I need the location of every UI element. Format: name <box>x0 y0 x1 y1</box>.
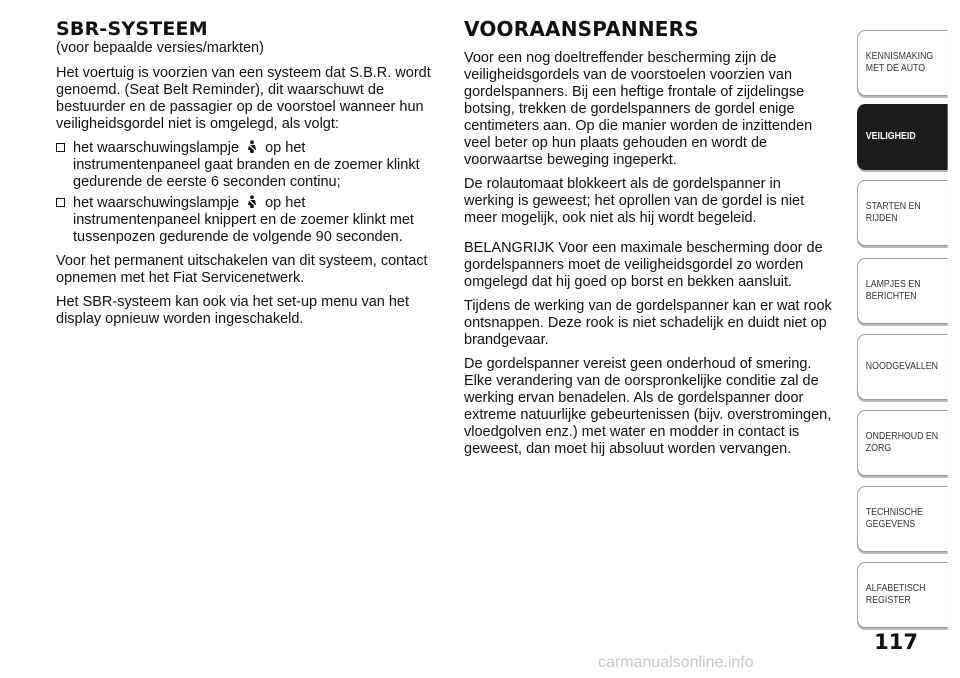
tab-starten-en-rijden[interactable] <box>857 180 948 246</box>
bullet-text-after: op het instrumentenpaneel knippert en de zoemer klinkt met tussenpozen gedurende de volgende 90 seconden. <box>73 195 414 245</box>
chapter-tab-bar <box>857 0 960 678</box>
sbr-reenable-paragraph: Het SBR-systeem kan ook via het set-up menu van het display opnieuw worden ingeschakeld. <box>56 294 410 327</box>
sbr-bullet-list <box>56 140 434 246</box>
tab-label-line1: ALFABETISCH <box>865 583 926 594</box>
tab-kennismaking[interactable] <box>857 30 948 96</box>
tab-technische-gegevens[interactable] <box>857 486 948 552</box>
tab-label-line2: GEGEVENS <box>865 519 916 530</box>
left-column <box>56 18 434 335</box>
pretensioner-paragraph-5: De gordelspanner vereist geen onderhoud of smering. Elke verandering van de oorspronkelijke conditie zal de werking ervan benadelen. Als de gordelspanner door extreme natuurlijke gebeurtenissen (bijv. overstromingen, vloedgolven enz.) met water en modder in contact is geweest, dan moet hij absoluut worden vervangen. <box>464 356 832 457</box>
tab-label-line1: NOODGEVALLEN <box>865 361 939 372</box>
tab-label-line2: MET DE AUTO <box>865 63 926 74</box>
tab-veiligheid[interactable] <box>857 104 948 170</box>
checkbox-bullet-icon <box>56 143 65 152</box>
bullet-text-before: het waarschuwingslampje <box>73 140 240 156</box>
tab-onderhoud-en-zorg[interactable] <box>857 410 948 476</box>
seatbelt-warning-icon <box>245 195 259 209</box>
sbr-heading: SBR-SYSTEEM <box>56 18 208 40</box>
tab-noodgevallen[interactable] <box>857 334 948 400</box>
tab-label-line1: ONDERHOUD EN <box>865 431 939 442</box>
tab-lampjes-en-berichten[interactable] <box>857 258 948 324</box>
tab-label-line1: KENNISMAKING <box>865 51 934 62</box>
list-item <box>56 140 434 191</box>
sbr-disable-paragraph: Voor het permanent uitschakelen van dit systeem, contact opnemen met het Fiat Servicenetwerk. <box>56 253 428 286</box>
tab-label-line1: STARTEN EN RIJDEN <box>865 201 921 224</box>
watermark-text: carmanualsonline.info <box>598 654 754 671</box>
seatbelt-warning-icon <box>245 140 259 154</box>
pretensioner-paragraph-2: De rolautomaat blokkeert als de gordelspanner in werking is geweest; het oprollen van de gordel is niet meer mogelijk, ook niet als hij wordt begeleid. <box>464 176 805 226</box>
tab-label-line1: TECHNISCHE <box>865 507 924 518</box>
list-item <box>56 195 434 246</box>
sbr-intro: Het voertuig is voorzien van een systeem dat S.B.R. wordt genoemd. (Seat Belt Reminder), dit waarschuwt de bestuurder en de passagier op de voorstoel wanneer hun veiligheidsgordel niet is omgelegd, als volgt: <box>56 65 431 132</box>
pretensioner-paragraph-4: Tijdens de werking van de gordelspanner kan er wat rook ontsnappen. Deze rook is niet schadelijk en duidt niet op brandgevaar. <box>464 298 832 348</box>
tab-alfabetisch-register[interactable] <box>857 562 948 628</box>
bullet-text-after: op het instrumentenpaneel gaat branden en de zoemer klinkt gedurende de eerste 6 seconden continu; <box>73 140 420 190</box>
pretensioner-paragraph-1: Voor een nog doeltreffender bescherming zijn de veiligheidsgordels van de voorstoelen voorzien van gordelspanners. Bij een heftige frontale of zijdelingse botsing, trekken de gordelspanners de gordel enige centimeters aan. Op die manier worden de inzittenden veel beter op hun plaats gehouden en wordt de voorwaartse beweging ingeperkt. <box>464 50 813 168</box>
right-column <box>464 18 834 465</box>
sbr-subtitle: (voor bepaalde versies/markten) <box>56 40 264 56</box>
tab-label-line2: BERICHTEN <box>865 291 917 302</box>
page-number: 117 <box>874 630 918 654</box>
pretensioner-heading: VOORAANSPANNERS <box>464 17 699 41</box>
bullet-text-before: het waarschuwingslampje <box>73 195 240 211</box>
tab-label-line1: LAMPJES EN <box>865 279 921 290</box>
pretensioner-important-note: BELANGRIJK Voor een maximale bescherming door de gordelspanners moet de veiligheidsgordel zo worden omgelegd dat hij goed op borst en bekken aansluit. <box>464 240 823 290</box>
tab-label-line1: VEILIGHEID <box>865 131 916 142</box>
tab-label-line2: ZORG <box>865 443 892 454</box>
tab-label-line2: REGISTER <box>865 595 911 606</box>
checkbox-bullet-icon <box>56 198 65 207</box>
